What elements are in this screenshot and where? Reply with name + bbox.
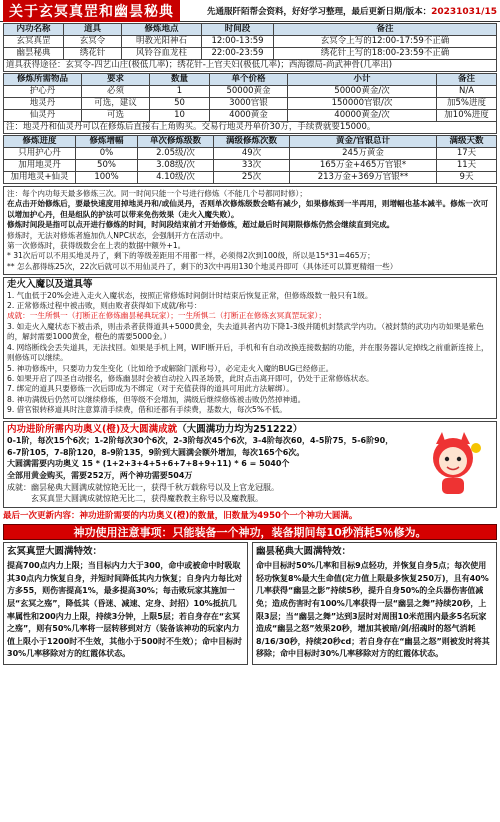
cell: 加用地灵+仙灵 <box>4 172 76 184</box>
need-line: 成就：幽昙秘典大圆满成就惊艳无比一，获得千秋万载称号以及上官龙冠服。 <box>7 482 279 492</box>
xm-effect-card <box>3 542 248 665</box>
th: 数量 <box>150 74 210 86</box>
cell: 只用护心丹 <box>4 148 76 160</box>
card-title: 玄冥真罡大圆满特效： <box>7 545 103 557</box>
th: 修炼地点 <box>122 24 202 36</box>
th: 单次修炼级数 <box>138 136 214 148</box>
th: 要求 <box>82 74 150 86</box>
update-text: 最后一次更新内容：神功进阶需要的内功奥义(橙)的数量，旧数量为4950个一个神功大圆满。 <box>3 510 358 521</box>
need-section <box>3 421 497 508</box>
items-table <box>3 23 497 60</box>
table-row <box>4 36 497 48</box>
table-row <box>4 148 497 160</box>
usage-banner: 神功使用注意事项：只能装备一个神功，装备期间每10秒消耗5％修为。 <box>3 524 497 540</box>
cell: 幽昙秘典 <box>4 48 64 60</box>
need-line: 全部用黄金购买，需要252万，两个神功需要504万 <box>7 470 193 480</box>
cell: 11天 <box>437 160 497 172</box>
cell: 3.08级/次 <box>138 160 214 172</box>
cell: 4000黄金 <box>210 110 288 122</box>
list-item: 1. 气血低于20%会进入走火入魔状态，按照正常修炼时间倒计时结束后恢复正常，但修炼级数一般只有1级。 <box>7 290 373 300</box>
cell: 40000黄金/次 <box>288 110 437 122</box>
cell: 必须 <box>82 86 150 98</box>
need-title: 内功进阶所需内功奥义(橙)及大圆满成就（大圆满功力均为251222） <box>7 423 303 435</box>
risk-section <box>3 277 497 418</box>
cell: 1 <box>150 86 210 98</box>
table-row <box>4 160 497 172</box>
section-title: 走火入魔以及道具等 <box>7 279 93 291</box>
card-text: 提高700点内力上限；当目标内力大于300，命中或被命中时吸取其30点内力恢复自身，并短时间降低其内力恢复；自身内力每比对方多55，则伤害提高1%，最多提高30%；每击败玩家其施加一层“玄冥之殇”，降低其（昏迷、减速、定身、封招）10%抵抗几率属性和200内力上限，持续3分钟，上限5层；若自身存在“玄冥之殇”，则有50%几率将一层转移到对方（装备该神功的玩家内力值上限小于1200时不生效，其他小于500时不生效）；命中目标时30%几率移除对方的红霞体状态。 <box>7 561 243 659</box>
cell: 玄冥令上写的12:00-17:59不正确 <box>274 36 497 48</box>
need-line: 玄冥真罡大圆满成就惊艳无比二，获得魔教教主称号以及魔教服。 <box>31 494 263 504</box>
page-title: 关于玄冥真罡和幽昙秘典 <box>3 0 180 22</box>
table-row <box>4 48 497 60</box>
cell: 33次 <box>214 160 290 172</box>
need-line: 0-1阶，每次15个6次；1-2阶每次30个6次，2-3阶每次45个6次，3-4阶每次60，4-5阶75，5-6阶90， <box>7 436 394 446</box>
cell: 仙灵丹 <box>4 110 82 122</box>
rule-line: * 31次后可以不用买地灵丹了，剩下的等级差距用不用都一样，必须得2次到100级，所以是15*31=465万； <box>7 251 375 261</box>
req-table-block <box>3 73 497 134</box>
cell: 100% <box>76 172 138 184</box>
rule-line: 在点击开始修炼后，要最快速度用掉地灵丹和/或仙灵丹，否则单次修炼级数会略有减少，如果修炼到一半再用，则增幅也基本减半。修炼一次可以增加护心丹，但是组队的护法可以带来免伤效果（走火入魔失败）。 <box>7 199 489 219</box>
table-row <box>4 98 497 110</box>
cell: 12:00-13:59 <box>202 36 274 48</box>
effects-columns <box>3 542 497 665</box>
list-item: 2. 正常修炼过程中被击败，则由败者获得如下成就/称号： <box>7 301 202 311</box>
yt-effect-card <box>252 542 497 665</box>
list-item: 4. 网络断线会丢失道具，无法找回。如果是手机上网，WIFI断开后，手机和有自动改换连接数据的功能，并在服务器认定掉线之前重新连接上，则修炼可以继续。 <box>7 342 489 363</box>
items-table-block <box>3 23 497 72</box>
list-item: 7. 绑定的道具只要修炼一次后即成为不绑定（对于充值获得的道具可用此方法解绑）。 <box>7 384 294 394</box>
card-text: 命中目标时50%几率和目标9点轻功，并恢复自身5点；每次使用轻功恢复8%最大生命值(定力值上限最多恢复250万)，且有40%几率获得“幽昙之影”持续5秒，提升自身50%的全兵器伤害值减免；造成伤害时有100%几率获得一层“幽昙之舞”持续20秒，上限3层；当“幽昙之舞”达到3层时对周围10米范围内最多5名玩家造成“幽昙之怒”效果20秒，增加其被暗/剑/招魂时的怒气消耗8/16/30秒，持续20秒cd；若自身存在“幽昙之怒”则被发时将其移除；命中目标时30%几率移除对方的红霞体状态。 <box>256 561 490 659</box>
rule-line: 修炼时间段是指可以点开进行修炼的时间，时间段结束前才开始修炼，超过最后时间期限修炼仍然会继续直到完成。 <box>7 220 395 230</box>
list-item: 9. 借官银转移道具时注意算清手续费，借和还都有手续费，基数大，每次5%不低。 <box>7 405 287 415</box>
cell: 9天 <box>437 172 497 184</box>
table-row <box>4 86 497 98</box>
cell: 2.05级/次 <box>138 148 214 160</box>
cell: 加5%进度 <box>437 98 497 110</box>
prog-table <box>3 135 497 184</box>
rules-section <box>3 186 497 275</box>
update-line <box>3 510 497 522</box>
list-item: 8. 神功满级后仍然可以继续修炼，但等级不会增加，满级后继续修炼被击败仍然掉神通。 <box>7 394 306 404</box>
cell: 加用地灵丹 <box>4 160 76 172</box>
th: 单个价格 <box>210 74 288 86</box>
cell: 玄冥真罡 <box>4 36 64 48</box>
cell: 绣花针上写的18:00-23:59不正确 <box>274 48 497 60</box>
card-title: 幽昙秘典大圆满特效： <box>256 545 352 557</box>
header-note: 先通服阡陌帮会资料，好好学习整理，最后更新日期/版本：20231031/15 <box>206 6 497 17</box>
list-item: 5. 神功修炼中，只要功力发生变化（比如给予或解除门派称号），必定走火入魔的BUG已经修正。 <box>7 363 334 373</box>
prog-table-block <box>3 135 497 184</box>
cell: 明教光阳神石 <box>122 36 202 48</box>
cell: 49次 <box>214 148 290 160</box>
cell: 50000黄金/次 <box>288 86 437 98</box>
cell: 加10%进度 <box>437 110 497 122</box>
table-row <box>4 110 497 122</box>
rule-line: 修炼时，无法对修炼者施加仇人NPC状态，会强制开方在活动中。 <box>7 230 228 240</box>
cell: N/A <box>437 86 497 98</box>
th: 时间段 <box>202 24 274 36</box>
cell: 17天 <box>437 148 497 160</box>
cell: 护心丹 <box>4 86 82 98</box>
cell: 玄冥令 <box>64 36 122 48</box>
cell: 可选 <box>82 110 150 122</box>
cell: 风铃谷血龙柱 <box>122 48 202 60</box>
cell: 50% <box>76 160 138 172</box>
rule-line: 第一次修炼时，获得级数会在上表的数据中额外+1。 <box>7 241 186 251</box>
page-header <box>0 0 500 22</box>
cell: 25次 <box>214 172 290 184</box>
th: 修炼增幅 <box>76 136 138 148</box>
list-item: 3. 如走火入魔状态下被击杀，则击杀者获得道具+5000黄金，失去道具者内功下降1-3级并随机封禁武学内功。（被封禁的武功内功如果是紫色的，解封需要1000黄金，橙色的需要5000金。） <box>7 321 484 342</box>
cell: 245万黄金 <box>290 148 437 160</box>
cell: 150000官银/次 <box>288 98 437 110</box>
cell: 10 <box>150 110 210 122</box>
need-line: 大圆满需要内功奥义 15 * (1+2+3+4+5+6+7+8+9+11) * 6 = 5040个 <box>7 459 290 469</box>
mascot-illustration <box>418 428 488 498</box>
th: 小计 <box>288 74 437 86</box>
cell: 50000黄金 <box>210 86 288 98</box>
th: 修炼进度 <box>4 136 76 148</box>
th: 黄金/官银总计 <box>290 136 437 148</box>
table-row <box>4 172 497 184</box>
th: 满级修炼次数 <box>214 136 290 148</box>
req-note: 注：地灵丹和仙灵丹可以在修炼后直接右上角购买。交易行地灵丹单价30万，手续费就要15000。 <box>3 122 497 134</box>
th: 备注 <box>437 74 497 86</box>
cell: 213万金+369万官银** <box>290 172 437 184</box>
rule-line: ** 怎么都得练25次，22次后就可以不用仙灵丹了，剩下的3次中再用130个地灵丹即可（具体还可以算更精细一些） <box>7 261 398 271</box>
cell: 165万金+465万官银* <box>290 160 437 172</box>
version-date: 20231031/15 <box>431 6 497 17</box>
th: 道具 <box>64 24 122 36</box>
cell: 3000官银 <box>210 98 288 110</box>
req-table <box>3 73 497 122</box>
list-item: 6. 如果开启了四圣自动报名，修炼幽昙时会被自动拉入四圣场景，此时点击离开即可，仍处于正常修炼状态。 <box>7 373 374 383</box>
cell: 4.10级/次 <box>138 172 214 184</box>
th: 修炼所需物品 <box>4 74 82 86</box>
need-line: 6-7阶105，7-8阶120，8-9阶135，9阶到大圆满会额外增加，每次165个6次。 <box>7 447 305 457</box>
cell: 50 <box>150 98 210 110</box>
rule-line: 注：每个内功每天最多修炼三次。同一时间只能一个号进行修炼（不能几个号都同时修）； <box>7 189 307 198</box>
list-item: 成就：一生所惧一（打断正在修炼幽昙秘典玩家）；一生所惧二（打断正在修炼玄冥真罡玩家）； <box>7 311 326 321</box>
cell: 22:00-23:59 <box>202 48 274 60</box>
th: 备注 <box>274 24 497 36</box>
cell: 绣花针 <box>64 48 122 60</box>
cell: 0% <box>76 148 138 160</box>
cell: 可选，建议 <box>82 98 150 110</box>
cell: 地灵丹 <box>4 98 82 110</box>
th: 满级天数 <box>437 136 497 148</box>
th: 内功名称 <box>4 24 64 36</box>
items-source: 道具获得途径：玄冥令-四艺山庄(极低几率)；绣花针-上官夫妇(极低几率)；西海镖局-尚武神骨(几率出) <box>3 60 497 72</box>
